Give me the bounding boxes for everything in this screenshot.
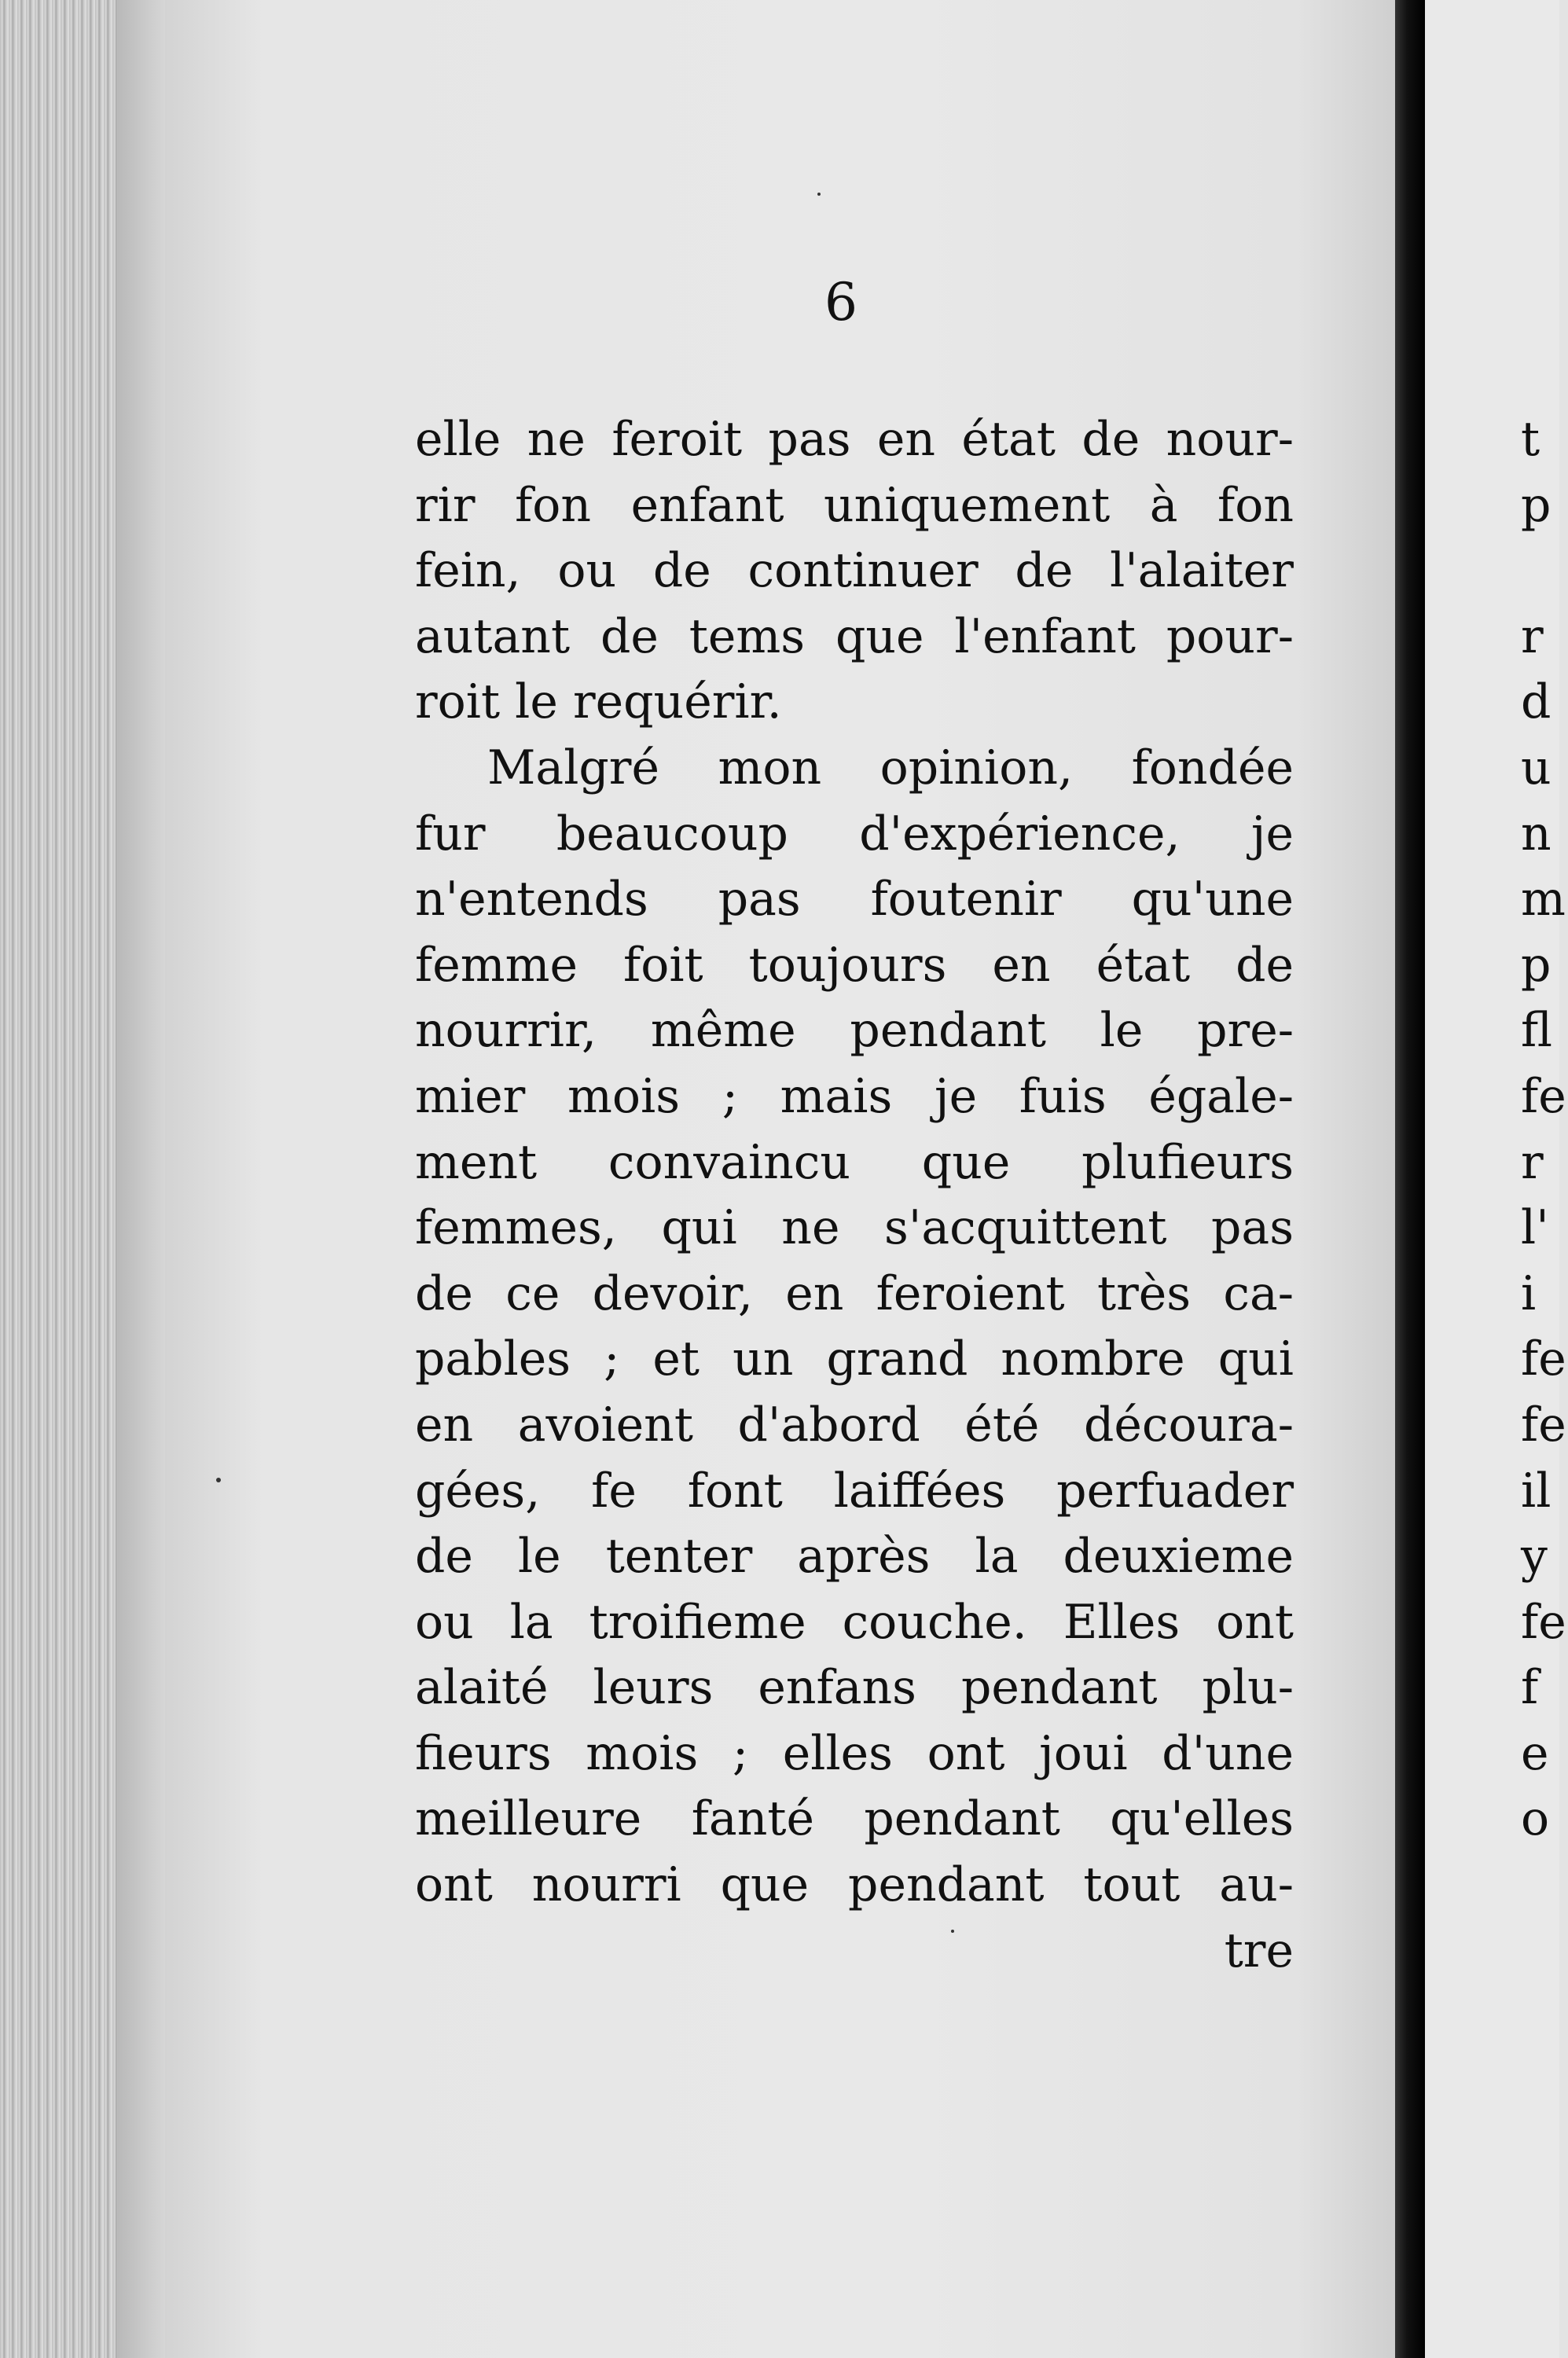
facing-line: fe: [1521, 1397, 1566, 1453]
text-line: roit le requérir.: [415, 674, 782, 730]
book-gutter: [1395, 0, 1425, 2358]
text-line: mier mois ; mais je fuis égale-: [415, 1068, 1294, 1124]
text-line: gées, fe font laiffées perfuader: [415, 1463, 1294, 1519]
facing-line: m: [1521, 872, 1566, 927]
text-line: meilleure fanté pendant qu'elles: [415, 1791, 1294, 1847]
facing-line: f: [1521, 1660, 1539, 1716]
facing-line: t: [1521, 412, 1540, 467]
text-line: pables ; et un grand nombre qui: [415, 1331, 1294, 1387]
facing-line: o: [1521, 1791, 1550, 1847]
facing-line: [1521, 538, 1568, 604]
ink-speck: [817, 193, 821, 196]
facing-line: y: [1521, 1529, 1548, 1585]
facing-line: fl: [1521, 1003, 1553, 1059]
text-line: de le tenter après la deuxieme: [415, 1529, 1294, 1585]
facing-line: p: [1521, 477, 1551, 533]
text-line: elle ne feroit pas en état de nour-: [415, 412, 1294, 467]
facing-line: fe: [1521, 1594, 1566, 1650]
facing-line: fe: [1521, 1068, 1566, 1124]
text-line: alaité leurs enfans pendant plu-: [415, 1660, 1294, 1716]
text-line: Malgré mon opinion, fondée: [487, 740, 1294, 795]
text-line: fein, ou de continuer de l'alaiter: [415, 543, 1294, 599]
facing-line: d: [1521, 674, 1551, 730]
facing-line: fe: [1521, 1331, 1566, 1387]
ink-speck: [216, 1478, 221, 1482]
facing-line: i: [1521, 1265, 1537, 1321]
text-line: femmes, qui ne s'acquittent pas: [415, 1200, 1294, 1256]
text-line: en avoient d'abord été découra-: [415, 1397, 1294, 1453]
facing-line: il: [1521, 1463, 1551, 1519]
text-line: ont nourri que pendant tout au-: [415, 1857, 1294, 1913]
text-line: ment convaincu que plufieurs: [415, 1134, 1294, 1190]
catchword: tre: [1224, 1923, 1294, 1978]
facing-line: r: [1521, 608, 1544, 664]
text-line: rir fon enfant uniquement à fon: [415, 477, 1294, 533]
facing-line: e: [1521, 1725, 1549, 1781]
facing-line: l': [1521, 1200, 1549, 1256]
text-line: autant de tems que l'enfant pour-: [415, 608, 1294, 664]
text-line: ou la troifieme couche. Elles ont: [415, 1594, 1294, 1650]
page-number: 6: [824, 272, 857, 332]
text-line: fieurs mois ; elles ont joui d'une: [415, 1725, 1294, 1781]
text-line: de ce devoir, en feroient très ca-: [415, 1265, 1294, 1321]
page-edges-stack: [0, 0, 165, 2358]
body-text: [415, 407, 1294, 1984]
facing-line: r: [1521, 1134, 1544, 1190]
facing-line: n: [1521, 806, 1551, 861]
facing-line: u: [1521, 740, 1551, 795]
text-line: n'entends pas foutenir qu'une: [415, 872, 1294, 927]
text-line: fur beaucoup d'expérience, je: [415, 806, 1294, 861]
text-line: nourrir, même pendant le pre-: [415, 1003, 1294, 1059]
facing-line: p: [1521, 937, 1551, 993]
facing-page-text: [1521, 407, 1568, 1853]
text-line: femme foit toujours en état de: [415, 937, 1294, 993]
